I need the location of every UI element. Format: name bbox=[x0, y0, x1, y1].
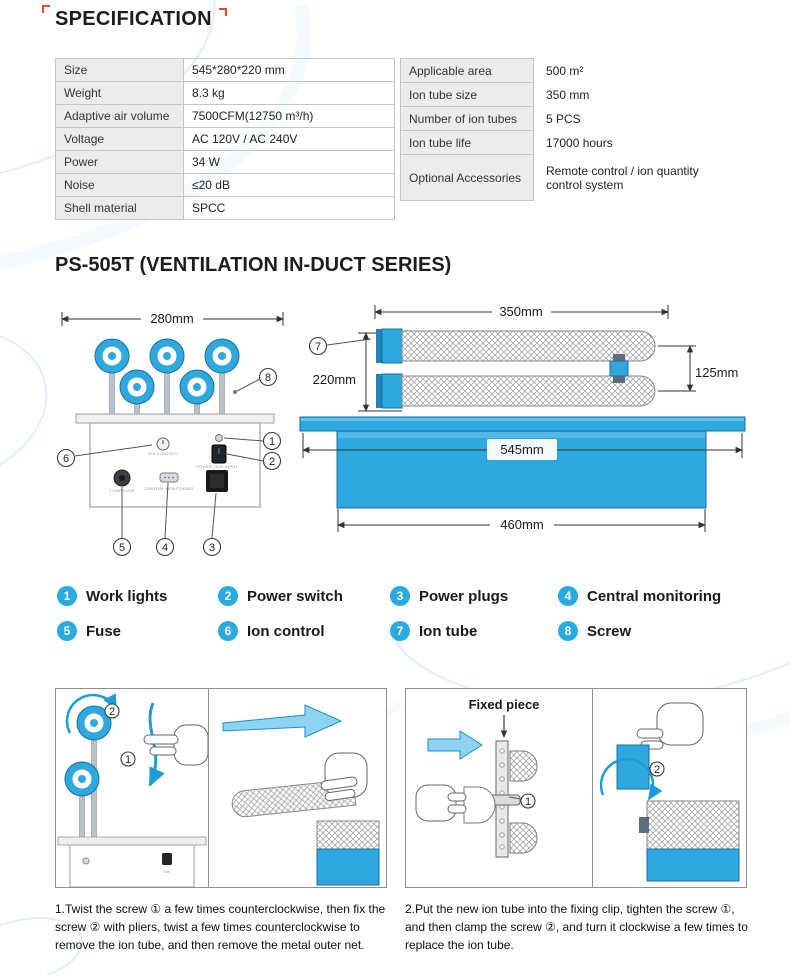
legend-item-power-switch bbox=[218, 586, 390, 606]
spec-value: 545*280*220 mm bbox=[184, 59, 395, 82]
page-title bbox=[55, 8, 227, 31]
legend-item-work-lights bbox=[57, 586, 218, 606]
dimension-350mm bbox=[375, 304, 668, 319]
spec-label: Adaptive air volume bbox=[56, 105, 184, 128]
legend-item-fuse bbox=[57, 621, 218, 641]
dimension-125mm bbox=[658, 346, 738, 391]
svg-text:2: 2 bbox=[108, 706, 116, 718]
svg-text:350mm: 350mm bbox=[499, 304, 543, 319]
svg-text:545mm: 545mm bbox=[500, 442, 544, 457]
decor-mark-right-icon bbox=[219, 8, 227, 16]
spec-label: Power bbox=[56, 151, 184, 174]
table-row bbox=[56, 174, 395, 197]
dimension-280mm bbox=[62, 311, 283, 326]
instruction-panel-1 bbox=[55, 688, 387, 888]
svg-text:220mm: 220mm bbox=[312, 372, 356, 387]
hand-icon bbox=[416, 785, 466, 821]
technical-diagram bbox=[0, 292, 790, 570]
svg-text:1 AMP FUSE: 1 AMP FUSE bbox=[109, 488, 135, 493]
table-row bbox=[56, 82, 395, 105]
device-box bbox=[70, 845, 194, 887]
instruction-step-1-text: 1.Twist the screw ① a few times counterclockwise, then fix the screw ② with pliers, twist a few times counterclockwise to remove the ion tube, and then remove the metal outer net. bbox=[55, 902, 386, 952]
spec-label: Ion tube size bbox=[401, 83, 534, 107]
hand-icon bbox=[637, 703, 703, 749]
spec-value: 5 PCS bbox=[546, 111, 581, 126]
legend-number-badge: 7 bbox=[390, 621, 410, 641]
spec-value: 350 mm bbox=[546, 87, 590, 102]
front-view bbox=[58, 311, 284, 556]
legend-number-badge: 3 bbox=[390, 586, 410, 606]
svg-text:280mm: 280mm bbox=[150, 311, 194, 326]
spec-label: Voltage bbox=[56, 128, 184, 151]
legend-label: Ion control bbox=[247, 622, 325, 640]
fan-unit bbox=[120, 370, 154, 404]
header bbox=[55, 8, 227, 31]
svg-text:2: 2 bbox=[268, 456, 276, 468]
svg-text:CENTRAL MONITORING: CENTRAL MONITORING bbox=[144, 486, 194, 491]
legend-item-power-plugs bbox=[390, 586, 558, 606]
table-row bbox=[56, 197, 395, 220]
instruction-image-remove-tube bbox=[56, 689, 208, 887]
spec-value: Remote control / ion quantity control system bbox=[546, 163, 699, 192]
tube-cap bbox=[617, 745, 649, 789]
spec-value: 8.3 kg bbox=[184, 82, 395, 105]
top-view bbox=[300, 304, 745, 532]
illustration-tighten bbox=[593, 689, 747, 887]
spec-label: Weight bbox=[56, 82, 184, 105]
legend-number-badge: 1 bbox=[57, 586, 77, 606]
svg-text:ON: ON bbox=[163, 869, 171, 874]
device-corner bbox=[639, 801, 739, 881]
table-row bbox=[401, 59, 745, 83]
legend-label: Screw bbox=[587, 622, 632, 640]
fan-unit bbox=[205, 339, 239, 373]
mounting-plate bbox=[76, 414, 274, 423]
fan-unit bbox=[150, 339, 184, 373]
instruction-image-fixing-clip bbox=[406, 689, 592, 887]
table-row bbox=[401, 155, 745, 201]
spec-label: Ion tube life bbox=[401, 131, 534, 155]
dimension-460mm bbox=[338, 509, 705, 532]
table-row bbox=[401, 83, 745, 107]
legend-label: Work lights bbox=[86, 587, 168, 605]
spec-value: SPCC bbox=[184, 197, 395, 220]
product-title: PS-505T (VENTILATION IN-DUCT SERIES) bbox=[55, 254, 452, 276]
legend-number-badge: 6 bbox=[218, 621, 238, 641]
table-row bbox=[401, 131, 745, 155]
legend-item-ion-tube bbox=[390, 621, 558, 641]
svg-text:POWER 220V INPUT: POWER 220V INPUT bbox=[196, 464, 238, 469]
screw-icon bbox=[233, 390, 237, 394]
spec-value: ≤20 dB bbox=[184, 174, 395, 197]
spec-label: Shell material bbox=[56, 197, 184, 220]
table-row bbox=[56, 59, 395, 82]
device-corner bbox=[317, 821, 379, 885]
fixed-piece-label: Fixed piece bbox=[468, 697, 540, 712]
spec-label: Number of ion tubes bbox=[401, 107, 534, 131]
svg-text:6: 6 bbox=[62, 453, 70, 465]
svg-text:1: 1 bbox=[268, 436, 276, 448]
legend-number-badge: 8 bbox=[558, 621, 578, 641]
instruction-image-pull-tube bbox=[208, 689, 386, 887]
legend-label: Power plugs bbox=[419, 587, 509, 605]
table-row bbox=[56, 151, 395, 174]
spec-value: 7500CFM(12750 m³/h) bbox=[184, 105, 395, 128]
legend-label: Ion tube bbox=[419, 622, 478, 640]
callout-2 bbox=[105, 704, 119, 718]
legend-number-badge: 2 bbox=[218, 586, 238, 606]
svg-text:1: 1 bbox=[124, 754, 132, 766]
hand-icon bbox=[321, 753, 367, 801]
svg-text:7: 7 bbox=[314, 341, 322, 353]
legend-label: Fuse bbox=[86, 622, 122, 640]
spec-label: Optional Accessories bbox=[401, 155, 534, 201]
spec-table-right bbox=[400, 58, 745, 201]
table-row bbox=[56, 128, 395, 151]
legend-item-screw bbox=[558, 621, 757, 641]
callout-2 bbox=[650, 762, 664, 776]
illustration-pull-out bbox=[209, 689, 387, 887]
instruction-panel-2 bbox=[405, 688, 747, 888]
illustration-unscrew bbox=[56, 689, 208, 887]
instruction-step-2-text: 2.Put the new ion tube into the fixing clip, tighten the screw ①, and then clamp the screw ②, and turn it clockwise a few times to replace the ion tube. bbox=[405, 902, 748, 952]
svg-text:2: 2 bbox=[653, 764, 661, 776]
callout-1 bbox=[121, 752, 135, 766]
spec-label: Noise bbox=[56, 174, 184, 197]
page-title-text: SPECIFICATION bbox=[55, 8, 212, 30]
table-row bbox=[401, 107, 745, 131]
spec-table-left bbox=[55, 58, 395, 220]
spec-value: 17000 hours bbox=[546, 135, 613, 150]
spec-value: 34 W bbox=[184, 151, 395, 174]
svg-text:4: 4 bbox=[161, 542, 169, 554]
svg-text:125mm: 125mm bbox=[695, 365, 739, 380]
legend-number-badge: 5 bbox=[57, 621, 77, 641]
instruction-image-tighten-screw bbox=[592, 689, 746, 887]
callout-7 bbox=[310, 338, 372, 355]
spec-label: Size bbox=[56, 59, 184, 82]
duct-plate bbox=[300, 417, 745, 508]
fan-unit bbox=[180, 370, 214, 404]
callout-8 bbox=[233, 369, 277, 395]
insert-arrow-icon bbox=[428, 731, 482, 759]
svg-text:460mm: 460mm bbox=[500, 517, 544, 532]
legend-label: Central monitoring bbox=[587, 587, 722, 605]
legend bbox=[57, 586, 757, 641]
pulley bbox=[65, 762, 99, 796]
control-panel bbox=[90, 423, 260, 507]
svg-text:1: 1 bbox=[524, 796, 532, 808]
decor-mark-left-icon bbox=[42, 5, 50, 13]
legend-number-badge: 4 bbox=[558, 586, 578, 606]
device-plate bbox=[58, 837, 206, 845]
spec-value: AC 120V / AC 240V bbox=[184, 128, 395, 151]
spec-value: 500 m² bbox=[546, 63, 584, 78]
spec-label: Applicable area bbox=[401, 59, 534, 83]
svg-text:5: 5 bbox=[118, 542, 126, 554]
svg-text:3: 3 bbox=[208, 542, 216, 554]
svg-text:ION CONTROL: ION CONTROL bbox=[148, 451, 178, 456]
work-light-icon bbox=[216, 435, 223, 442]
fan-unit bbox=[95, 339, 129, 373]
direction-arrow-icon bbox=[223, 705, 341, 737]
legend-label: Power switch bbox=[247, 587, 343, 605]
legend-item-central-monitoring bbox=[558, 586, 757, 606]
illustration-fixed-piece bbox=[406, 689, 592, 887]
svg-text:8: 8 bbox=[264, 372, 272, 384]
table-row bbox=[56, 105, 395, 128]
legend-item-ion-control bbox=[218, 621, 390, 641]
